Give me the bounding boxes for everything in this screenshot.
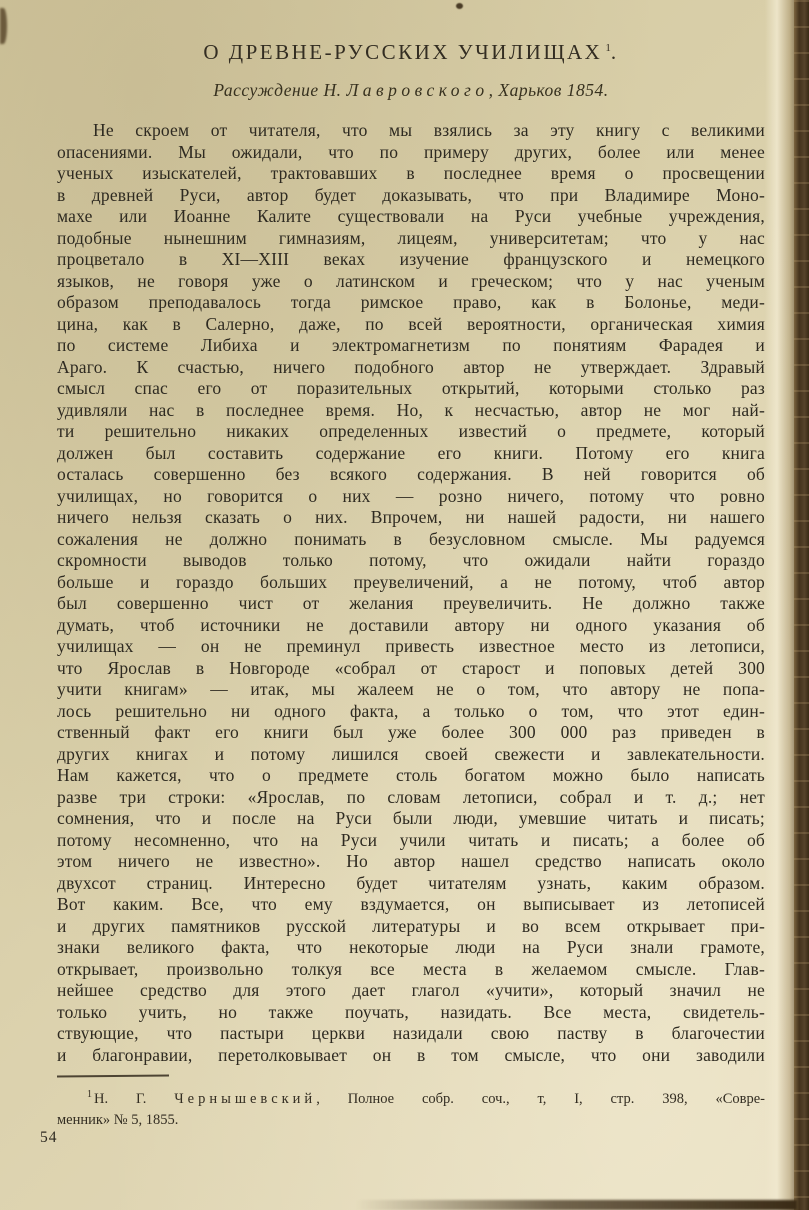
text-line: только учить, но также поучать, назидать. Все места, свидетель- xyxy=(57,1001,765,1022)
page-curl-shading xyxy=(765,0,795,1210)
footnote-line-1 xyxy=(57,1084,765,1110)
text-line: по системе Либиха и электромагнетизм по понятиям Фарадея и xyxy=(57,335,765,355)
title-period: . xyxy=(610,40,619,64)
text-line: цина, как в Салерно, даже, по всей вероятности, органическая химия xyxy=(57,313,765,334)
text-line: учити книгам» — итак, мы жалеем не о том, что автору не попа- xyxy=(57,679,765,699)
text-line: ничего нельзя сказать о них. Впрочем, ни нашей радости, ни нашего xyxy=(57,507,765,527)
footnote-marker: 1 xyxy=(87,1089,92,1100)
text-line: знаки великого факта, что некоторые люди на Руси знали грамоте, xyxy=(57,937,765,957)
text-line: Не скроем от читателя, что мы взялись за эту книгу с великими xyxy=(93,120,765,140)
text-line: должен был составить содержание его книги. Потому его книга xyxy=(57,442,765,463)
text-line: смысл спас его от поразительных открытий, которыми столько раз xyxy=(57,378,765,398)
text-line: думать, чтоб источники не доставили автору ни одного указания об xyxy=(57,614,765,635)
text-line: опасениями. Мы ожидали, что по примеру других, более или менее xyxy=(57,141,765,162)
subtitle-author-name: Лавровского xyxy=(346,80,489,100)
text-line: был совершенно чист от желания преувеличить. Не должно также xyxy=(57,593,765,613)
article-title xyxy=(57,40,765,65)
text-line: в древней Руси, автор будет доказывать, что при Владимире Моно- xyxy=(57,184,765,205)
text-line: Вот каким. Все, что ему вздумается, он выписывает из летописей xyxy=(57,894,765,914)
text-line: других книгах и потому лишился своей свежести и завлекательности. xyxy=(57,743,765,764)
text-line: ственный факт его книги был уже более 300 000 раз приведен в xyxy=(57,722,765,742)
title-footnote-marker: 1 xyxy=(605,42,611,54)
text-line: училищах — он не преминул привесть известное место из летописи, xyxy=(57,636,765,656)
scan-speck xyxy=(456,3,463,9)
text-line: ствующие, что пастыри церкви назидали свою паству в благочестии xyxy=(57,1023,765,1043)
text-line: что Ярослав в Новгороде «собрал от старост и поповых детей 300 xyxy=(57,657,765,678)
text-line: процветало в XI—XIII веках изучение французского и немецкого xyxy=(57,249,765,269)
scan-artifact-top-left xyxy=(0,8,7,44)
text-line: ученых изыскателей, трактовавших в последнее время о просвещении xyxy=(57,163,765,183)
text-line: удивляли нас в последнее время. Но, к несчастью, автор не мог най- xyxy=(57,399,765,420)
text-line: сожаления не должно понимать в безусловном смысле. Мы радуемся xyxy=(57,528,765,549)
text-line: образом преподавалось тогда римское право, как в Болонье, меди- xyxy=(57,292,765,312)
text-line: училищах, но говорится о них — розно ничего, потому что ровно xyxy=(57,485,765,506)
subtitle-pre: Рассуждение Н. xyxy=(213,80,342,100)
text-line: сомнения, что и после на Руси были люди, умевшие читать и писать; xyxy=(57,808,765,828)
article-subtitle xyxy=(57,80,765,101)
text-line: Араго. К счастью, ничего подобного автор не утверждает. Здравый xyxy=(57,356,765,377)
subtitle-post: , Харьков 1854. xyxy=(488,80,609,100)
text-line: скромности выводов только потому, что ожидали найти гораздо xyxy=(57,550,765,570)
text-line: ти решительно никаких определенных известий о предмете, который xyxy=(57,421,765,441)
page-number: 54 xyxy=(40,1129,58,1146)
footnote xyxy=(57,1084,765,1131)
text-line: и других памятников русской литературы и во всем открывает при- xyxy=(57,915,765,936)
text-line: открывает, произвольно толкуя все места в желаемом смысле. Глав- xyxy=(57,958,765,979)
footnote-line-2: менник» № 5, 1855. xyxy=(57,1111,179,1128)
text-line: нейшее средство для этого дает глагол «учити», который значил не xyxy=(57,980,765,1000)
text-line: потому несомненно, что на Руси учили читать и писать; а более об xyxy=(57,829,765,850)
text-line: и благонравии, перетолковывает он в том смысле, что они заводили xyxy=(57,1044,765,1065)
text-line: осталась совершенно без всякого содержания. В ней говорится об xyxy=(57,464,765,484)
text-line: языков, не говоря уже о латинском и греческом; что у нас ученым xyxy=(57,270,765,291)
footnote-divider xyxy=(57,1075,169,1078)
text-line: этом ничего не известно». Но автор нашел средство написать около xyxy=(57,851,765,871)
text-line: махе или Иоанне Калите существовали на Руси учебные учреждения, xyxy=(57,206,765,226)
article-title-text: О ДРЕВНЕ-РУССКИХ УЧИЛИЩАХ xyxy=(203,40,603,64)
footnote-pre: Н. Г. xyxy=(94,1090,147,1107)
body-text xyxy=(57,120,765,1066)
page-content xyxy=(57,40,765,1131)
footnote-post: , Полное собр. соч., т, I, стр. 398, «Совре- xyxy=(316,1090,766,1107)
text-line: разве три строки: «Ярослав, по словам летописи, собрал и т. д.; нет xyxy=(57,786,765,807)
text-line: подобные нынешним гимназиям, лицеям, университетам; что у нас xyxy=(57,227,765,248)
text-line: двухсот страниц. Интересно будет читателям узнать, каким образом. xyxy=(57,872,765,893)
text-line: больше и гораздо больших преувеличений, а не потому, чтоб автор xyxy=(57,571,765,592)
book-edge-shadow-right xyxy=(794,0,809,1210)
book-edge-shadow-bottom xyxy=(356,1200,797,1210)
text-line: лось решительно ни одного факта, а только о том, что этот един- xyxy=(57,700,765,721)
text-line: Нам кажется, что о предмете столь богатом можно было написать xyxy=(57,765,765,785)
footnote-author-name: Чернышевский xyxy=(174,1090,317,1107)
